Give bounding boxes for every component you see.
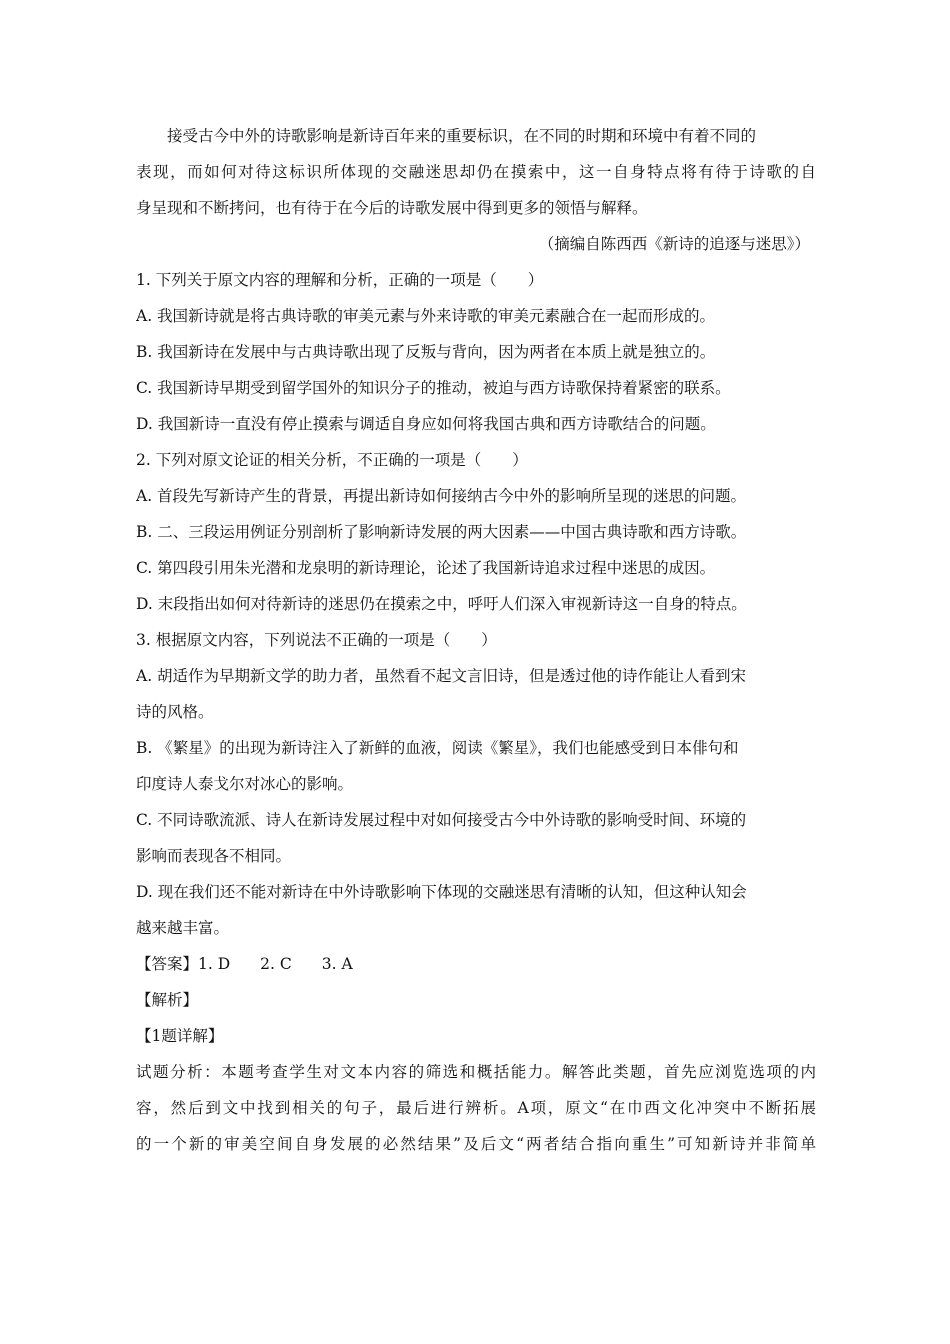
- document-page: [136, 118, 816, 1162]
- answer-line: [136, 946, 816, 982]
- question-option: B. 二、三段运用例证分别剖析了影响新诗发展的两大因素——中国古典诗歌和西方诗歌。: [136, 523, 747, 541]
- question-stem: 1. 下列关于原文内容的理解和分析，正确的一项是（ ）: [136, 271, 544, 289]
- question-option-continued: 印度诗人泰戈尔对冰心的影响。: [136, 775, 354, 793]
- question-1: [136, 262, 816, 442]
- answer-item: 3. A: [321, 955, 353, 973]
- question-option: D. 末段指出如何对待新诗的迷思仍在摸索之中，呼吁人们深入审视新诗这一自身的特点。: [136, 595, 747, 613]
- question-2: [136, 442, 816, 622]
- passage-source: （摘编自陈西西《新诗的追逐与迷思》）: [538, 235, 810, 253]
- detail-line: 试题分析：本题考查学生对文本内容的筛选和概括能力。解答此类题，首先应浏览选项的内: [136, 1063, 816, 1081]
- question-option-continued: 越来越丰富。: [136, 919, 230, 937]
- question-option: A. 我国新诗就是将古典诗歌的审美元素与外来诗歌的审美元素融合在一起而形成的。: [136, 307, 716, 325]
- question-option: D. 现在我们还不能对新诗在中外诗歌影响下体现的交融迷思有清晰的认知，但这种认知会: [136, 883, 747, 901]
- passage-line: 身呈现和不断拷问，也有待于在今后的诗歌发展中得到更多的领悟与解释。: [136, 199, 648, 217]
- question-option: D. 我国新诗一直没有停止摸索与调适自身应如何将我国古典和西方诗歌结合的问题。: [136, 415, 716, 433]
- question-3: [136, 622, 816, 946]
- detail-text: [136, 1054, 816, 1162]
- answer-item: 1. D: [198, 955, 231, 973]
- passage-line: 接受古今中外的诗歌影响是新诗百年来的重要标识，在不同的时期和环境中有着不同的: [167, 127, 757, 145]
- question-option: C. 我国新诗早期受到留学国外的知识分子的推动，被迫与西方诗歌保持着紧密的联系。: [136, 379, 731, 397]
- answer-item: 2. C: [260, 955, 292, 973]
- question-option-continued: 诗的风格。: [136, 703, 214, 721]
- question-option: C. 不同诗歌流派、诗人在新诗发展过程中对如何接受古今中外诗歌的影响受时间、环境的: [136, 811, 747, 829]
- detail-line: 的一个新的审美空间自身发展的必然结果”及后文“两者结合指向重生”可知新诗并非简单: [136, 1135, 816, 1153]
- passage: [136, 118, 816, 262]
- passage-line: 表现，而如何对待这标识所体现的交融迷思却仍在摸索中，这一自身特点将有待于诗歌的自: [136, 163, 816, 181]
- question-stem: 3. 根据原文内容，下列说法不正确的一项是（ ）: [136, 631, 497, 649]
- question-option: B. 《繁星》的出现为新诗注入了新鲜的血液，阅读《繁星》，我们也能感受到日本俳句和: [136, 739, 739, 757]
- question-option: C. 第四段引用朱光潜和龙泉明的新诗理论，论述了我国新诗追求过程中迷思的成因。: [136, 559, 716, 577]
- detail-label: 【1题详解】: [136, 1027, 224, 1045]
- answer-label: 【答案】: [136, 955, 199, 973]
- analysis-label: 【解析】: [136, 991, 199, 1009]
- question-option: A. 首段先写新诗产生的背景，再提出新诗如何接纳古今中外的影响所呈现的迷思的问题。: [136, 487, 747, 505]
- question-stem: 2. 下列对原文论证的相关分析，不正确的一项是（ ）: [136, 451, 528, 469]
- question-option-continued: 影响而表现各不相同。: [136, 847, 292, 865]
- question-option: B. 我国新诗在发展中与古典诗歌出现了反叛与背向，因为两者在本质上就是独立的。: [136, 343, 716, 361]
- question-option: A. 胡适作为早期新文学的助力者，虽然看不起文言旧诗，但是透过他的诗作能让人看到宋: [136, 667, 747, 685]
- detail-line: 容，然后到文中找到相关的句子，最后进行辨析。A项，原文“在巾西文化冲突中不断拓展: [136, 1099, 816, 1117]
